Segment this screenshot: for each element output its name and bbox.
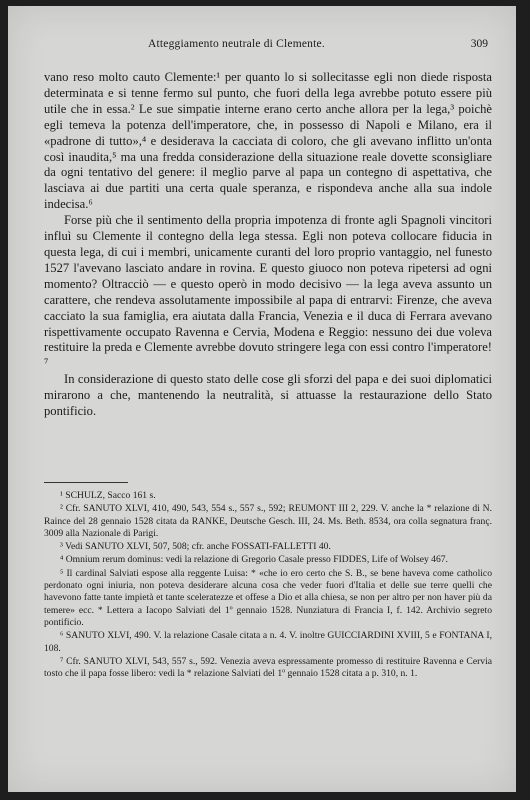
footnote: ² Cfr. SANUTO XLVI, 410, 490, 543, 554 s., 557 s., 592; REUMONT III 2, 229. V. anche la * relazione di N. Raince del 28 gennaio 1528 citata da RANKE, Deutsche Gesch. III, 24. Ms. Beth. 8534, ora colla segnatura franç. 3009 alla Nazionale di Parigi. bbox=[44, 503, 492, 539]
footnote: ⁶ SANUTO XLVI, 490. V. la relazione Casale citata a n. 4. V. inoltre GUICCIARDINI XVIII, 5 e FONTANA I, 108. bbox=[44, 630, 492, 654]
running-title: Atteggiamento neutrale di Clemente. bbox=[148, 38, 325, 50]
footnote-separator bbox=[44, 482, 128, 483]
footnote: ³ Vedi SANUTO XLVI, 507, 508; cfr. anche FOSSATI-FALLETTI 40. bbox=[60, 541, 331, 553]
paragraph: In considerazione di questo stato delle cose gli sforzi del papa e dei suoi diplomatici mirarono a che, mantenendo la neutralità, si attuasse la restaurazione dello Stato pontificio. bbox=[44, 372, 492, 419]
footnote: ⁴ Omnium rerum dominus: vedi la relazione di Gregorio Casale presso FIDDES, Life of Wolsey 467. bbox=[60, 554, 448, 566]
paragraph: Forse più che il sentimento della propria impotenza di fronte agli Spagnoli vincitori influì su Clemente il contegno della lega stessa. Egli non poteva collocare fiducia in questa lega, di cui i membri, unicamente curanti del loro proprio vantaggio, nel funesto 1527 l'avevano lasciato andare in rovina. E questo giuoco non poteva ripetersi ad ogni momento? Oltracciò — e questo operò in modo decisivo — la lega aveva assunto un carattere, che rendeva assolutamente impossibile al papa di entrarvi: Firenze, che aveva cacciato la sua famiglia, era aiutata dalla Francia, Venezia e il duca di Ferrara avevano rispettivamente occupato Ravenna e Cervia, Modena e Reggio: nessuno dei due voleva restituire la preda e Clemente avrebbe dovuto stringere lega con essi contro l'imperatore!⁷ bbox=[44, 213, 492, 371]
page-header bbox=[8, 38, 516, 58]
page-number: 309 bbox=[470, 38, 488, 50]
book-page bbox=[8, 6, 516, 792]
main-text bbox=[44, 70, 492, 420]
paragraph: vano reso molto cauto Clemente:¹ per quanto lo si sollecitasse egli non diede risposta determinata e si tenne fermo sul punto, che fuori della lega avrebbe potuto essere più utile che in essa.² Le sue simpatie interne erano certo anche allora per la lega,³ poichè egli temeva la potenza dell'imperatore, che, in possesso di Napoli e Milano, era il «padrone di tutto»,⁴ e desiderava la cacciata di coloro, che gli avevano inflitto un'onta così inaudita,⁵ ma una fredda considerazione della situazione reale dovette sconsigliare da ogni tentativo del genere: il meglio parve al papa un contegno di aspettativa, che lasciava ai due partiti una certa quale speranza, e rispondeva anche alla sua indole indecisa.⁶ bbox=[44, 70, 492, 212]
footnote: ¹ SCHULZ, Sacco 161 s. bbox=[60, 490, 156, 501]
footnote: ⁵ Il cardinal Salviati espose alla reggente Luisa: * «che io ero certo che S. B., se bene haveva come catholico perdonato ogni iniuria, non poteva desiderare alcuna cosa che veder fuori d'Italia et delle sue terre quelli che havevono fatte tante impietà et tante sceleratezze et offese a Dio et alla chiesa, se non per altro per non haver più da temere» ecc. * Lettera a Iacopo Salviati del 1º gennaio 1528. Nunziatura di Francia I, f. 142. Archivio segreto pontificio. bbox=[44, 567, 492, 628]
footnote: ⁷ Cfr. SANUTO XLVI, 543, 557 s., 592. Venezia aveva espressamente promesso di restituire Ravenna e Cervia tosto che il papa fosse libero: vedi la * relazione Salviati del 1º gennaio 1528 citata a p. 310, n. 1. bbox=[44, 655, 492, 680]
footnotes bbox=[44, 490, 492, 681]
